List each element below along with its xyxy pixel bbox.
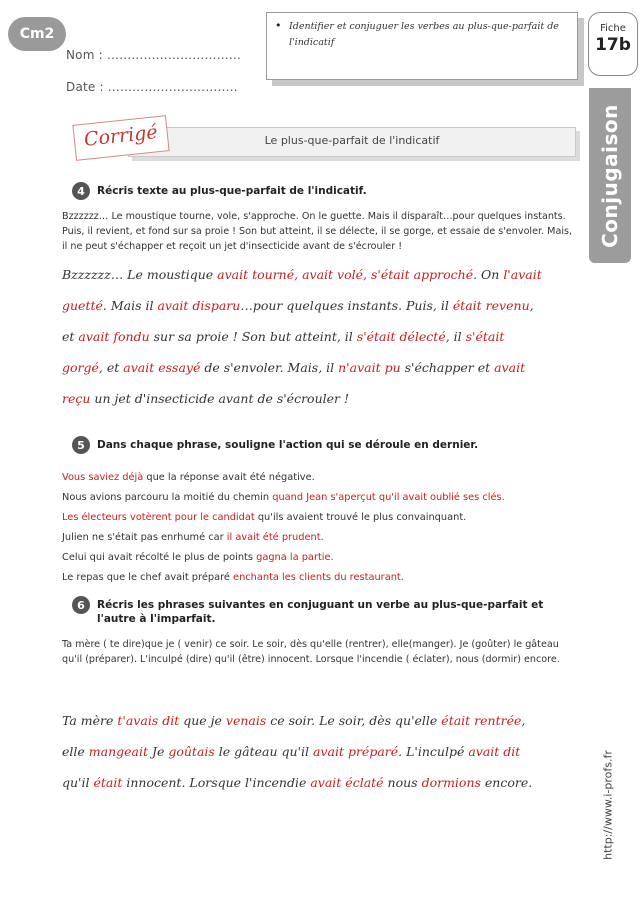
corrected-text: avait tourné, avait volé, s'était approché: [217, 267, 474, 282]
exercise-6-text: Ta mère ( te dire)que je ( venir) ce soir. Le soir, dès qu'elle (rentrer), elle(manger). Je (goûter) le gâteau qu'il (préparer). L'inculpé (dire) qu'il (être) innocent. Lorsque l'incendie ( éclater), nous (dormir) encore.: [62, 639, 560, 665]
corrected-text: avait éclaté: [310, 775, 384, 790]
exercise-5-sentences: [62, 468, 582, 588]
corrected-text: l'avait: [503, 267, 542, 282]
level-badge: Cm2: [8, 17, 66, 51]
plain-text: ,: [529, 298, 534, 313]
fiche-label: Fiche: [600, 23, 626, 34]
plain-text: . L'inculpé: [398, 744, 469, 759]
corrected-text: quand Jean s'aperçut qu'il avait oublié ses clés.: [272, 492, 505, 503]
corrected-text: était rentrée: [441, 713, 522, 728]
answer-line: [62, 321, 587, 352]
plain-text: , et: [98, 360, 124, 375]
plain-text: qu'il: [62, 775, 94, 790]
plain-text: que la réponse avait été négative.: [143, 472, 315, 483]
answer-line: [62, 383, 587, 414]
sentence-line: [62, 468, 582, 488]
exercise-4-text: Bzzzzzz… Le moustique tourne, vole, s'approche. On le guette. Mais il disparaît…pour quelques instants. Puis, il revient, et fond sur sa proie ! Son but atteint, il se délecte, il se gorge, et essaie de s'envoler. Mais, il ne peut s'échapper et reçoit un jet d'insecticide avant de s'écrouler !: [62, 211, 573, 252]
fiche-tab: [588, 12, 638, 76]
site-url-text: http://www.i-profs.fr: [601, 750, 615, 860]
corrected-text: t'avais dit: [117, 713, 180, 728]
corrected-text: s'était délecté: [356, 329, 446, 344]
corrected-text: reçu: [62, 391, 91, 406]
corrected-text: Les électeurs votèrent pour le candidat: [62, 512, 255, 523]
exercise-6-answer: [62, 705, 587, 798]
corrected-text: mangeait: [88, 744, 148, 759]
corrected-text: avait: [494, 360, 526, 375]
corrected-text: enchanta les clients du restaurant.: [233, 572, 404, 583]
plain-text: innocent. Lorsque l'incendie: [122, 775, 311, 790]
corrected-text: gagna la partie.: [256, 552, 334, 563]
plain-text: un jet d'insecticide avant de s'écrouler !: [90, 391, 350, 406]
exercise-number-6: 6: [72, 596, 90, 614]
fiche-number: 17b: [595, 35, 631, 55]
plain-text: Celui qui avait récolté le plus de points: [62, 552, 257, 563]
corrected-text: guetté: [62, 298, 103, 313]
answer-line: [62, 767, 587, 798]
plain-text: Je: [148, 744, 169, 759]
name-field: Nom : ……………………………: [66, 48, 242, 62]
corrected-text: avait disparu: [157, 298, 241, 313]
plain-text: et: [62, 329, 79, 344]
plain-text: le gâteau qu'il: [214, 744, 313, 759]
corrected-text: était: [93, 775, 123, 790]
corrected-text: gorgé: [62, 360, 99, 375]
objective-box: [266, 12, 578, 80]
answer-line: [62, 290, 587, 321]
corrected-text: dormions: [421, 775, 481, 790]
corrected-text: venais: [225, 713, 267, 728]
plain-text: …pour quelques instants. Puis, il: [240, 298, 453, 313]
plain-text: ,: [521, 713, 526, 728]
corrected-text: Vous saviez déjà: [62, 472, 144, 483]
plain-text: encore.: [480, 775, 533, 790]
title-bar: [128, 127, 576, 157]
plain-text: de s'envoler. Mais, il: [200, 360, 339, 375]
exercise-6-heading: Récris les phrases suivantes en conjuguant un verbe au plus-que-parfait et l'autre à l'imparfait.: [97, 599, 544, 625]
answer-line: [62, 736, 587, 767]
plain-text: Bzzzzzz… Le moustique: [62, 267, 218, 282]
plain-text: que je: [179, 713, 226, 728]
plain-text: qu'ils avaient trouvé le plus convainquant.: [254, 512, 467, 523]
corrected-text: goûtais: [168, 744, 215, 759]
plain-text: , il: [445, 329, 466, 344]
corrected-text: n'avait pu: [338, 360, 401, 375]
date-field: Date : …………………………..: [66, 80, 238, 94]
subject-bar: [589, 88, 631, 263]
page-title: Le plus-que-parfait de l'indicatif: [264, 134, 440, 147]
plain-text: Nous avions parcouru la moitié du chemin: [62, 492, 273, 503]
sentence-line: [62, 548, 582, 568]
plain-text: . On: [473, 267, 504, 282]
corrige-label: Corrigé: [83, 121, 159, 151]
exercise-4-heading: Récris texte au plus-que-parfait de l'indicatif.: [97, 185, 367, 197]
answer-line: [62, 352, 587, 383]
objective-bullet: •: [275, 19, 282, 32]
subject-label: Conjugaison: [598, 103, 622, 248]
sentence-line: [62, 528, 582, 548]
plain-text: s'échapper et: [400, 360, 495, 375]
exercise-4-answer: [62, 259, 587, 414]
corrected-text: avait fondu: [78, 329, 150, 344]
corrected-text: avait dit: [468, 744, 521, 759]
sentence-line: [62, 488, 582, 508]
sentence-line: [62, 508, 582, 528]
plain-text: sur sa proie ! Son but atteint, il: [149, 329, 357, 344]
corrected-text: il avait été prudent.: [226, 532, 324, 543]
plain-text: ce soir. Le soir, dès qu'elle: [266, 713, 442, 728]
plain-text: Ta mère: [62, 713, 118, 728]
plain-text: nous: [383, 775, 422, 790]
plain-text: elle: [62, 744, 89, 759]
corrected-text: était revenu: [452, 298, 530, 313]
plain-text: . Mais il: [102, 298, 158, 313]
plain-text: Julien ne s'était pas enrhumé car: [62, 532, 227, 543]
answer-line: [62, 259, 587, 290]
exercise-number-5: 5: [72, 436, 90, 454]
corrected-text: avait préparé: [312, 744, 399, 759]
plain-text: Le repas que le chef avait préparé: [62, 572, 234, 583]
site-url: [588, 740, 628, 870]
corrected-text: s'était: [465, 329, 505, 344]
exercise-number-4: 4: [72, 182, 90, 200]
answer-line: [62, 705, 587, 736]
objective-text: Identifier et conjuguer les verbes au plus-que-parfait de l'indicatif: [289, 21, 559, 48]
corrected-text: avait essayé: [123, 360, 201, 375]
exercise-5-heading: Dans chaque phrase, souligne l'action qui se déroule en dernier.: [97, 439, 479, 451]
sentence-line: [62, 568, 582, 588]
